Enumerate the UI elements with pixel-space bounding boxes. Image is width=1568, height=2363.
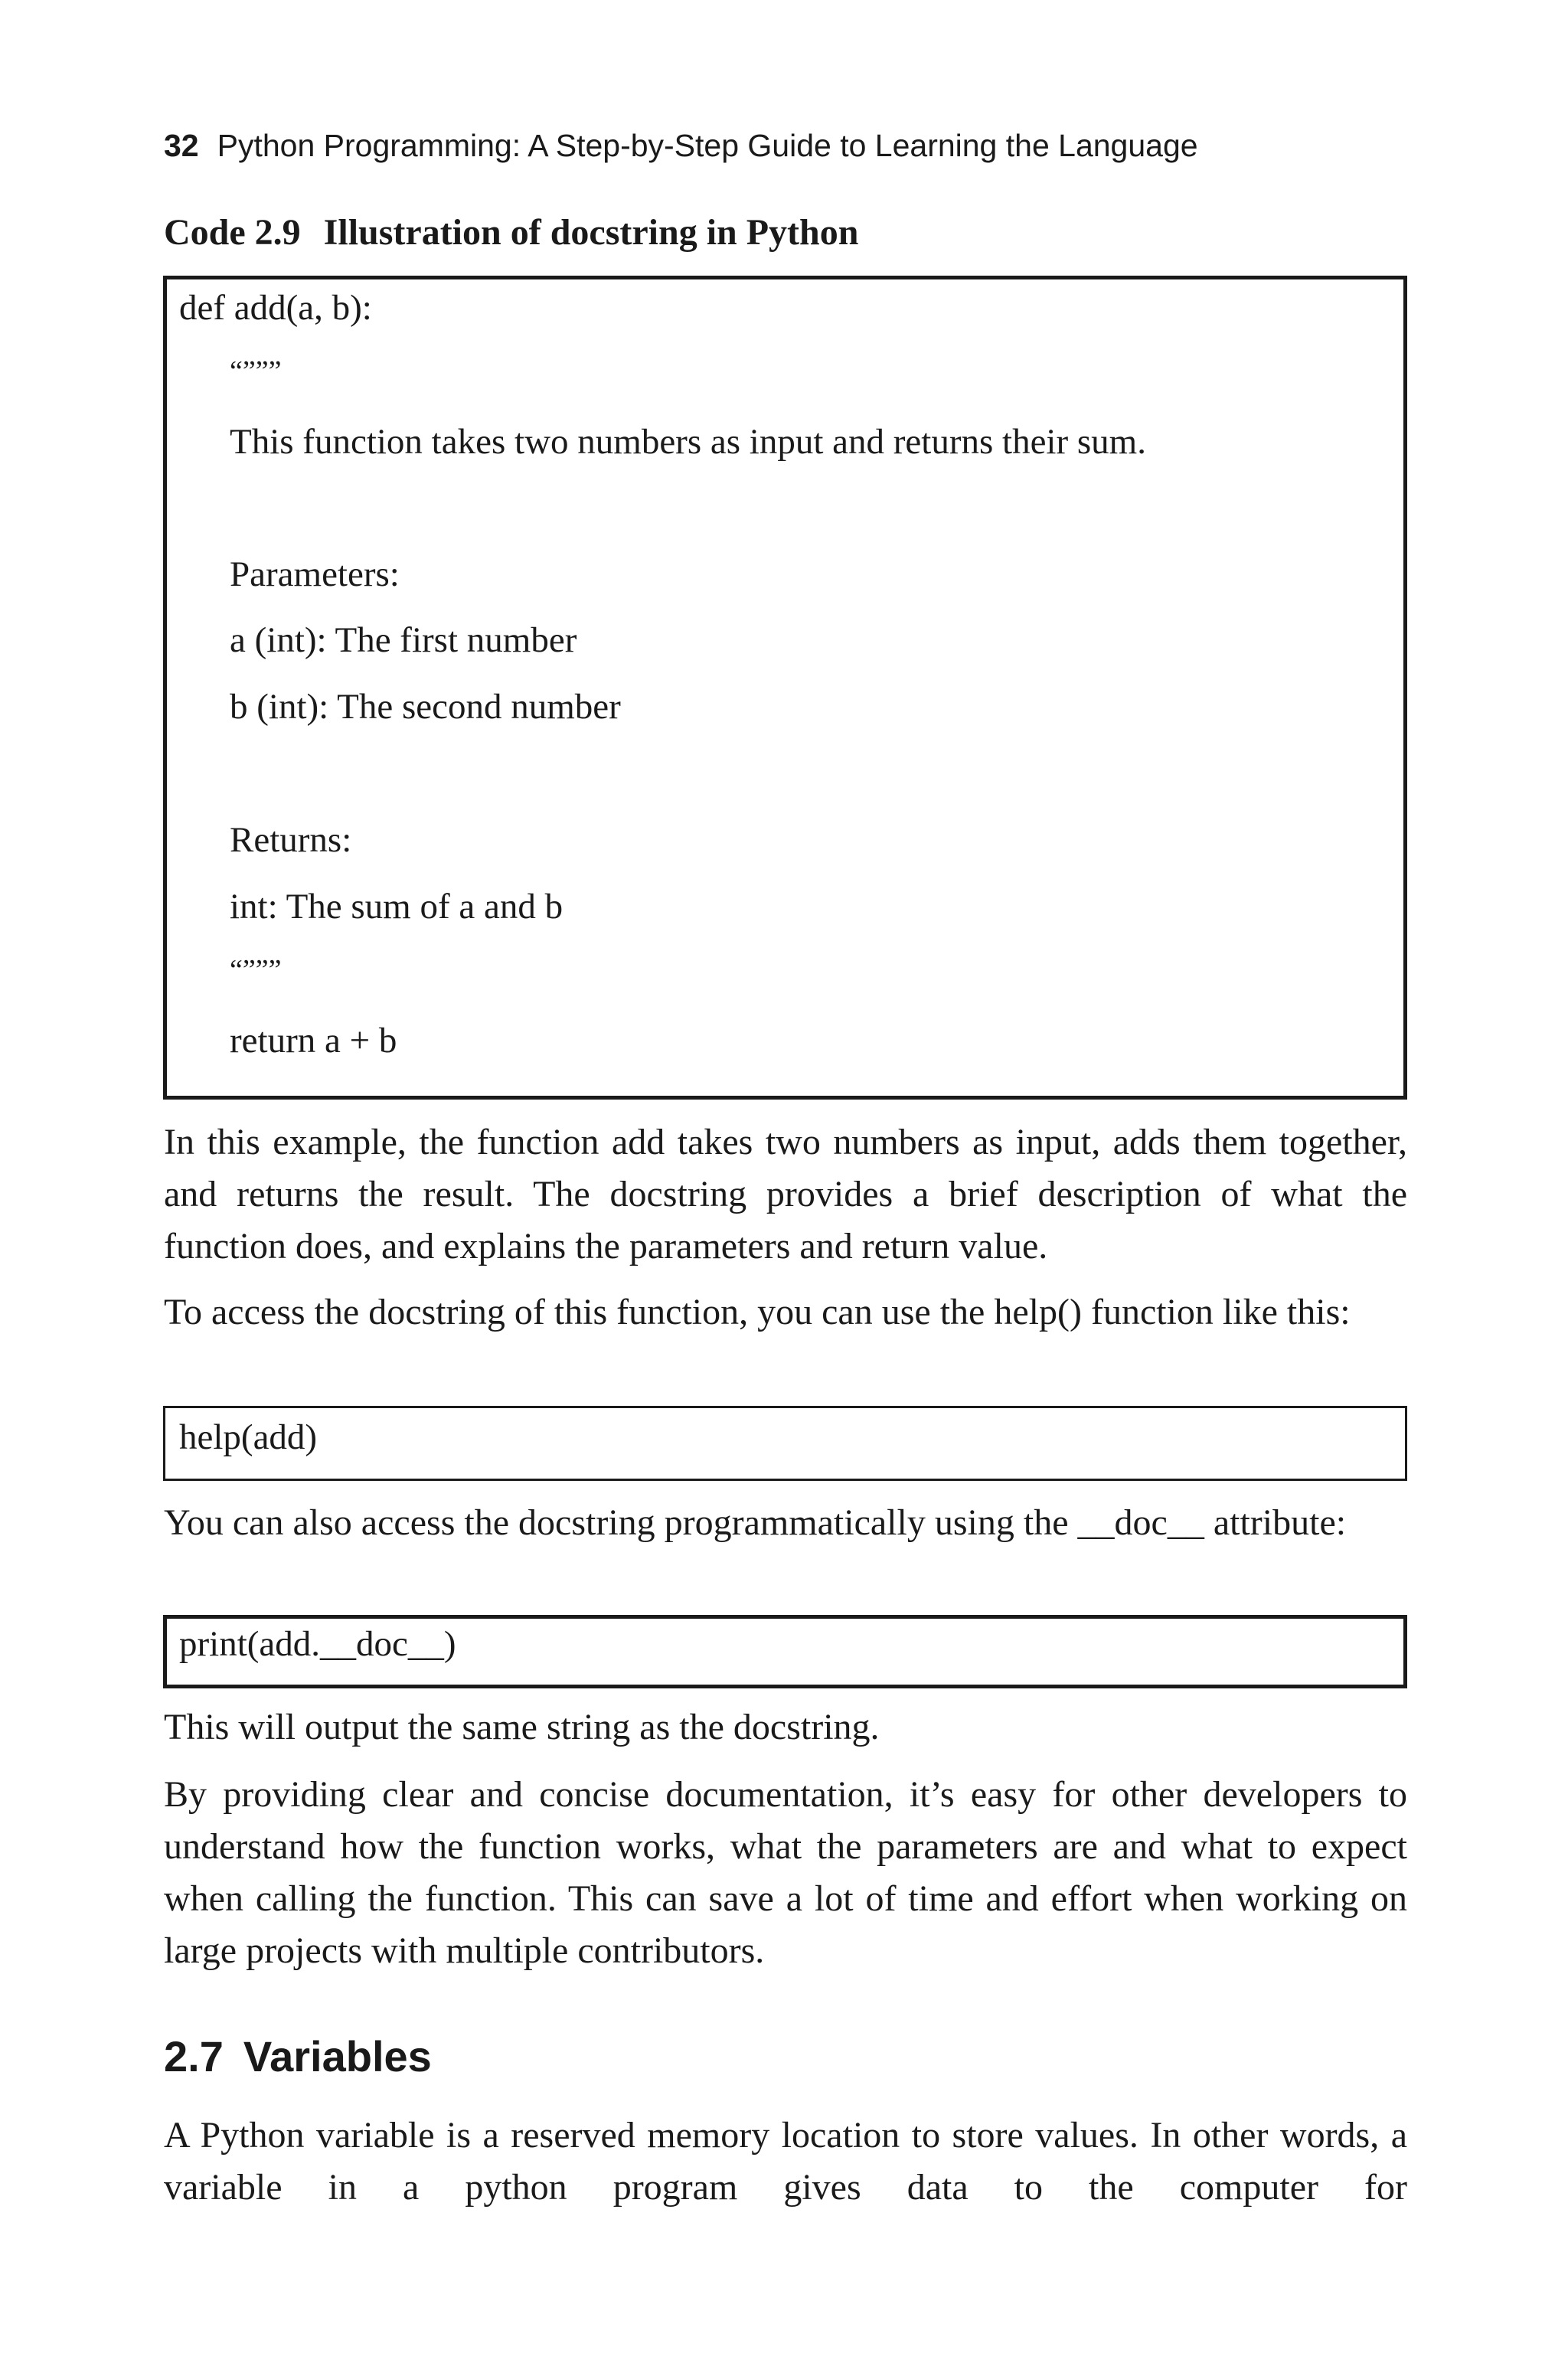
paragraph-help-access: To access the docstring of this function, you can use the help() function like this: bbox=[164, 1292, 1351, 1332]
paragraph-output: This will output the same string as the docstring. bbox=[164, 1707, 880, 1747]
paragraph-documentation: By providing clear and concise documentation, it’s easy for other developers to understand how the function works, what the parameters are and what to expect when calling the function. This can save a lot of time and effort when working on large projects with multiple contributors. bbox=[164, 1774, 1407, 1971]
section-heading bbox=[164, 2029, 432, 2084]
code-caption-number: Code 2.9 bbox=[164, 212, 301, 253]
section-title: Variables bbox=[243, 2032, 432, 2080]
code-print-doc: print(add.__doc__) bbox=[179, 1624, 456, 1664]
book-title: Python Programming: A Step-by-Step Guide to Learning the Language bbox=[217, 128, 1198, 163]
code-help: help(add) bbox=[179, 1417, 318, 1457]
code-line-return-type: int: The sum of a and b bbox=[230, 887, 564, 927]
code-line-returns: Returns: bbox=[230, 820, 352, 860]
page-number: 32 bbox=[164, 128, 199, 163]
code-caption-title: Illustration of docstring in Python bbox=[323, 212, 859, 253]
code-caption bbox=[164, 208, 858, 257]
code-line-docstring-close: “””” bbox=[230, 954, 282, 986]
code-line-parameters: Parameters: bbox=[230, 554, 400, 594]
code-line-param-b: b (int): The second number bbox=[230, 687, 621, 727]
code-line-param-a: a (int): The first number bbox=[230, 620, 577, 660]
paragraph-doc-attribute: You can also access the docstring programmatically using the __doc__ attribute: bbox=[164, 1502, 1347, 1543]
paragraph-variables: A Python variable is a reserved memory location to store values. In other words, a variable in a python program gives data to the computer for bbox=[164, 2115, 1407, 2208]
code-line-description: This function takes two numbers as input and returns their sum. bbox=[230, 422, 1146, 462]
section-number: 2.7 bbox=[164, 2032, 224, 2080]
paragraph-example: In this example, the function add takes two numbers as input, adds them together, and returns the result. The docstring provides a brief description of what the function does, and explains the parameters and return value. bbox=[164, 1122, 1407, 1266]
code-line-return: return a + b bbox=[230, 1021, 397, 1061]
running-head bbox=[164, 124, 1198, 167]
code-line-def: def add(a, b): bbox=[179, 288, 372, 328]
code-box-help bbox=[163, 1406, 1407, 1481]
code-line-docstring-open: “””” bbox=[230, 355, 282, 387]
